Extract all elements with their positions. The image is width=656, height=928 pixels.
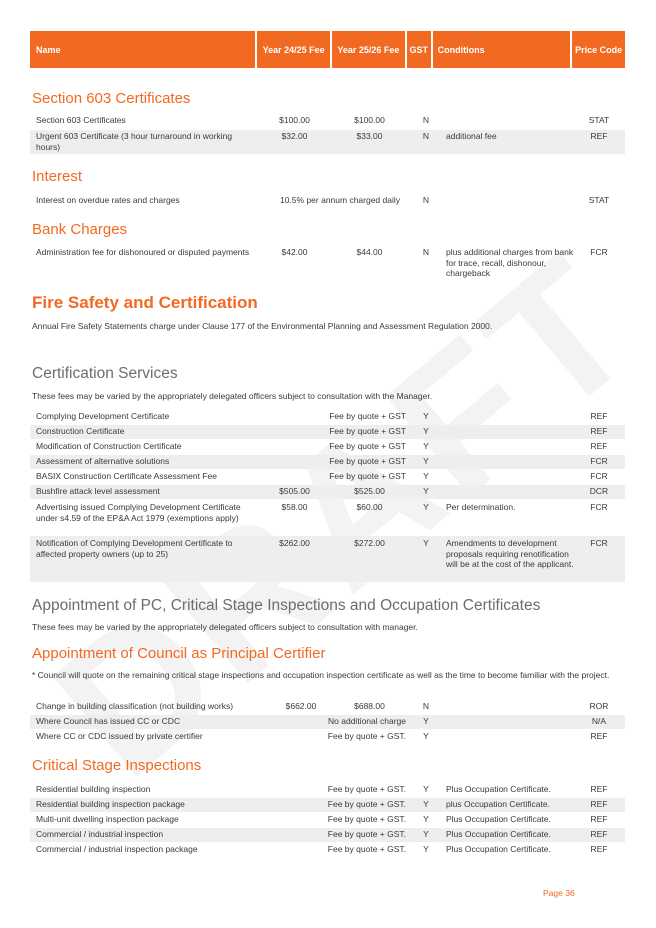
row-conditions: plus Occupation Certificate. — [446, 799, 550, 809]
row-gst: Y — [423, 799, 429, 809]
row-price-code: FCR — [590, 247, 608, 257]
row-name: Assessment of alternative solutions — [36, 456, 170, 466]
table-row — [30, 130, 625, 154]
table-row — [30, 410, 625, 424]
row-name: Commercial / industrial inspection package — [36, 844, 198, 854]
row-price-code: REF — [590, 829, 608, 839]
table-row — [30, 700, 625, 714]
row-gst: N — [422, 195, 430, 205]
row-conditions: additional fee — [446, 131, 497, 141]
header-gst: GST — [407, 31, 431, 68]
row-name: Interest on overdue rates and charges — [36, 195, 180, 205]
row-gst: N — [422, 131, 430, 141]
appointment-description: These fees may be varied by the appropriately delegated officers subject to consultation with manager. — [32, 622, 418, 632]
table-row — [30, 715, 625, 729]
row-price-code: FCR — [590, 502, 608, 512]
row-price-code: REF — [590, 799, 608, 809]
row-gst: N — [422, 701, 430, 711]
row-merged-fee: Fee by quote + GST — [329, 456, 406, 466]
section-603-title: Section 603 Certificates — [32, 90, 191, 107]
header-year2: Year 25/26 Fee — [332, 31, 405, 68]
row-name: Residential building inspection package — [36, 799, 185, 809]
council-pc-title: Appointment of Council as Principal Certifier — [32, 645, 326, 662]
header-price-code: Price Code — [572, 31, 625, 68]
row-price-code: REF — [590, 426, 608, 436]
row-year2: $44.00 — [356, 247, 383, 257]
row-name: Bushfire attack level assessment — [36, 486, 160, 496]
row-price-code: REF — [590, 844, 608, 854]
row-price-code: REF — [590, 731, 608, 741]
row-price-code: REF — [590, 784, 608, 794]
row-price-code: STAT — [588, 195, 610, 205]
table-row — [30, 502, 625, 535]
row-merged-fee: Fee by quote + GST. — [327, 784, 406, 794]
row-conditions: Per determination. — [446, 502, 516, 512]
row-year1: $100.00 — [279, 115, 310, 125]
row-gst: Y — [423, 731, 429, 741]
row-gst: Y — [423, 502, 429, 512]
table-row — [30, 195, 625, 209]
row-year1: $58.00 — [281, 502, 308, 512]
row-name: Commercial / industrial inspection — [36, 829, 164, 839]
row-merged-fee: Fee by quote + GST. — [327, 814, 406, 824]
row-merged-fee: No additional charge — [328, 716, 406, 726]
table-header — [30, 31, 625, 68]
row-name: BASIX Construction Certificate Assessment Fee — [36, 471, 217, 481]
table-row — [30, 783, 625, 797]
row-name: Urgent 603 Certificate (3 hour turnaround in working hours) — [36, 131, 233, 152]
row-merged-fee: Fee by quote + GST. — [327, 731, 406, 741]
appointment-title: Appointment of PC, Critical Stage Inspections and Occupation Certificates — [32, 597, 541, 614]
row-gst: N — [422, 247, 430, 257]
table-row — [30, 470, 625, 484]
row-gst: Y — [423, 844, 429, 854]
row-gst: Y — [423, 814, 429, 824]
row-gst: Y — [423, 538, 429, 548]
row-price-code: FCR — [590, 456, 608, 466]
critical-stage-title: Critical Stage Inspections — [32, 757, 202, 774]
row-name: Section 603 Certificates — [36, 115, 126, 125]
row-price-code: REF — [590, 131, 608, 141]
row-merged-fee: 10.5% per annum charged daily — [279, 195, 401, 205]
row-name: Residential building inspection — [36, 784, 151, 794]
row-name: Construction Certificate — [36, 426, 125, 436]
row-name: Complying Development Certificate — [36, 411, 170, 421]
row-gst: Y — [423, 829, 429, 839]
row-gst: Y — [423, 784, 429, 794]
fire-safety-description: Annual Fire Safety Statements charge under Clause 177 of the Environmental Planning and Assessment Regulation 2000. — [32, 321, 493, 331]
header-conditions: Conditions — [433, 31, 571, 68]
row-year1: $505.00 — [279, 486, 310, 496]
row-name: Administration fee for dishonoured or disputed payments — [36, 247, 250, 257]
row-conditions: Amendments to development proposals requiring renotification will be at the cost of the applicant. — [446, 538, 574, 569]
interest-title: Interest — [32, 168, 83, 185]
table-row — [30, 798, 625, 812]
row-year1: $32.00 — [281, 131, 308, 141]
row-gst: Y — [423, 471, 429, 481]
table-row — [30, 247, 625, 281]
table-row — [30, 813, 625, 827]
row-merged-fee: Fee by quote + GST. — [327, 829, 406, 839]
row-gst: Y — [423, 411, 429, 421]
row-price-code: N/A — [591, 716, 607, 726]
row-year2: $688.00 — [354, 701, 385, 711]
row-conditions: Plus Occupation Certificate. — [446, 814, 551, 824]
row-year2: $100.00 — [354, 115, 385, 125]
row-gst: Y — [423, 426, 429, 436]
row-merged-fee: Fee by quote + GST — [329, 426, 406, 436]
row-merged-fee: Fee by quote + GST — [329, 441, 406, 451]
row-conditions: Plus Occupation Certificate. — [446, 784, 551, 794]
table-row — [30, 440, 625, 454]
table-row — [30, 843, 625, 857]
row-price-code: STAT — [588, 115, 610, 125]
row-name: Where CC or CDC issued by private certifier — [36, 731, 203, 741]
row-year1: $42.00 — [281, 247, 308, 257]
table-row — [30, 115, 625, 129]
row-merged-fee: Fee by quote + GST — [329, 471, 406, 481]
row-name: Advertising issued Complying Development Certificate under s4.59 of the EP&A Act 1979 (exemptions apply) — [36, 502, 241, 523]
row-price-code: ROR — [589, 701, 609, 711]
row-price-code: REF — [590, 411, 608, 421]
row-year2: $525.00 — [354, 486, 385, 496]
table-row — [30, 455, 625, 469]
row-merged-fee: Fee by quote + GST. — [327, 799, 406, 809]
row-conditions: Plus Occupation Certificate. — [446, 844, 551, 854]
table-row — [30, 828, 625, 842]
row-year2: $272.00 — [354, 538, 385, 548]
table-row — [30, 536, 625, 582]
row-year2: $60.00 — [356, 502, 383, 512]
row-gst: Y — [423, 456, 429, 466]
row-name: Change in building classification (not building works) — [36, 701, 234, 711]
row-name: Multi-unit dwelling inspection package — [36, 814, 179, 824]
row-year1: $262.00 — [279, 538, 310, 548]
row-name: Notification of Complying Development Certificate to affected property owners (up to 25) — [36, 538, 233, 559]
row-price-code: REF — [590, 441, 608, 451]
row-year2: $33.00 — [356, 131, 383, 141]
table-row — [30, 730, 625, 744]
row-gst: Y — [423, 441, 429, 451]
fire-safety-title: Fire Safety and Certification — [32, 293, 258, 312]
certification-services-description: These fees may be varied by the appropriately delegated officers subject to consultation with the Manager. — [32, 391, 433, 401]
row-gst: N — [422, 115, 430, 125]
certification-services-title: Certification Services — [32, 365, 178, 382]
row-name: Where Council has issued CC or CDC — [36, 716, 181, 726]
row-price-code: FCR — [590, 538, 608, 548]
table-row — [30, 425, 625, 439]
page-number: Page 36 — [543, 888, 575, 898]
row-conditions: Plus Occupation Certificate. — [446, 829, 551, 839]
row-gst: Y — [423, 716, 429, 726]
header-name: Name — [30, 31, 255, 68]
row-price-code: DCR — [589, 486, 609, 496]
row-name: Modification of Construction Certificate — [36, 441, 182, 451]
row-price-code: REF — [590, 814, 608, 824]
row-merged-fee: Fee by quote + GST — [329, 411, 406, 421]
bank-charges-title: Bank Charges — [32, 221, 128, 238]
council-pc-description: * Council will quote on the remaining critical stage inspections and occupation inspection certificate as well as the time to become familiar with the project. — [32, 670, 610, 680]
row-price-code: FCR — [590, 471, 608, 481]
row-conditions: plus additional charges from bank for trace, recall, dishonour, chargeback — [446, 247, 574, 278]
row-merged-fee: Fee by quote + GST. — [327, 844, 406, 854]
header-year1: Year 24/25 Fee — [257, 31, 330, 68]
row-gst: Y — [423, 486, 429, 496]
row-year1: $662.00 — [285, 701, 317, 711]
table-row — [30, 485, 625, 499]
